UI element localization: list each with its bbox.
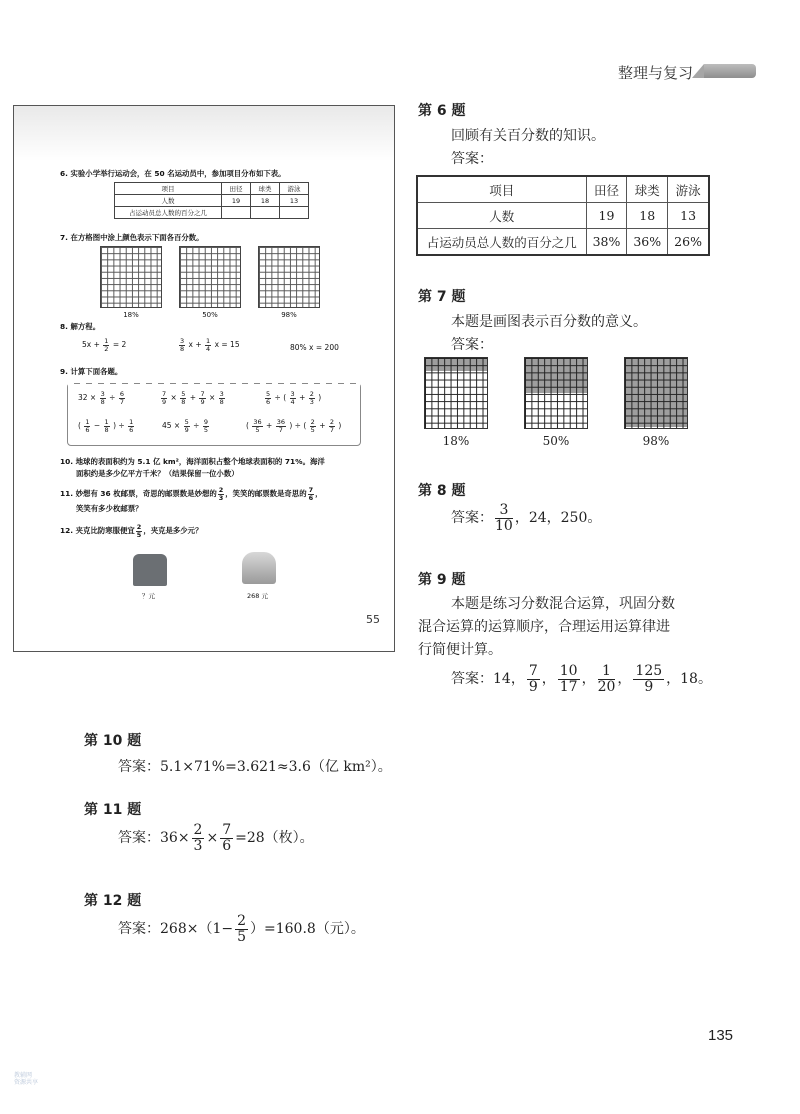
numerator: 1 — [104, 418, 109, 426]
book-question-6: 6. 实验小学举行运动会，在 50 名运动员中，参加项目分布如下表。 — [60, 169, 286, 178]
numerator: 36 — [253, 418, 262, 426]
eq-text: x + — [188, 340, 202, 349]
denominator: 5 — [310, 425, 315, 434]
fraction — [290, 391, 296, 405]
book-question-10-line1: 10. 地球的表面积约为 5.1 亿 km²，海洋面积占整个地球表面积的 71%。海洋 — [60, 457, 325, 466]
fraction — [276, 419, 286, 433]
eq-text: ÷ ( — [274, 393, 287, 402]
numerator: 9 — [203, 418, 208, 426]
answer-text: 14， — [493, 671, 525, 688]
fraction — [119, 391, 125, 405]
watermark — [14, 1072, 38, 1086]
answer-text: ）=160.8（元）。 — [250, 921, 365, 938]
numerator: 7 — [528, 663, 538, 679]
eq-text: + — [266, 421, 273, 430]
table-cell: 36% — [627, 229, 668, 256]
fraction — [184, 419, 190, 433]
eq-text: ( — [246, 421, 249, 430]
grid-label: 18% — [442, 434, 470, 448]
numerator: 1 — [104, 337, 109, 345]
book-equation-2 — [178, 338, 240, 352]
table-cell: 19 — [586, 203, 627, 229]
q-text: 11. 妙想有 36 枚邮票，奇思的邮票数是妙想的 — [60, 489, 217, 498]
denominator: 6 — [129, 425, 134, 434]
heading-q8: 第 8 题 — [418, 483, 466, 499]
book-cell — [222, 207, 251, 219]
numerator: 3 — [219, 390, 224, 398]
numerator: 3 — [290, 390, 295, 398]
denominator: 8 — [100, 397, 105, 406]
book-calc-6 — [246, 419, 341, 433]
eq-text: + — [189, 393, 197, 402]
heading-q9: 第 9 题 — [418, 572, 466, 588]
heading-q6: 第 6 题 — [418, 103, 466, 119]
table-cell: 占运动员总人数的百分之几 — [417, 229, 586, 256]
fraction — [329, 419, 335, 433]
answer-label: 答案： — [451, 151, 493, 167]
eq-text: × — [208, 393, 216, 402]
numerator: 2 — [136, 523, 142, 531]
denominator: 3 — [309, 397, 314, 406]
q9-text-line2: 混合运算的运算顺序，合理运用运算律进 — [418, 619, 670, 635]
denominator: 8 — [180, 344, 185, 353]
numerator: 6 — [119, 390, 124, 398]
fraction — [180, 391, 186, 405]
denominator: 2 — [104, 344, 109, 353]
book-cell: 19 — [222, 195, 251, 207]
fraction — [199, 391, 205, 405]
fraction — [100, 391, 106, 405]
table-row — [417, 229, 709, 256]
fraction — [128, 419, 134, 433]
eq-text: + — [319, 421, 326, 430]
denominator: 6 — [308, 493, 314, 502]
grid-lines — [525, 358, 587, 428]
fraction — [220, 823, 233, 853]
fraction — [136, 524, 143, 538]
comma: ， — [541, 671, 556, 688]
fraction — [598, 664, 616, 694]
denominator: 8 — [219, 397, 224, 406]
fraction — [265, 391, 271, 405]
answer-text: 答案：268×（1− — [118, 921, 234, 938]
book-question-8: 8. 解方程。 — [60, 322, 101, 331]
q-text: ，夹克是多少元？ — [143, 526, 203, 535]
table-cell: 38% — [586, 229, 627, 256]
table-cell: 人数 — [417, 203, 586, 229]
denominator: 6 — [85, 425, 90, 434]
q-text: ，笑笑的邮票数是奇思的 — [225, 489, 307, 498]
numerator: 1 — [598, 664, 616, 680]
winter-coat-illustration — [242, 552, 276, 584]
numerator: 36 — [276, 418, 285, 426]
eq-text: ) — [338, 421, 342, 430]
book-cell: 游泳 — [280, 183, 309, 195]
book-calc-4 — [78, 419, 135, 433]
book-blank-grid — [179, 246, 241, 308]
book-cell: 18 — [251, 195, 280, 207]
eq-text: ÷ — [109, 393, 116, 402]
q6-text: 回顾有关百分数的知识。 — [451, 128, 605, 144]
answer-label: 答案： — [451, 337, 493, 353]
answer-text: =28（枚）。 — [235, 830, 314, 847]
answer-label: 答案： — [451, 671, 493, 688]
numerator: 3 — [100, 390, 105, 398]
numerator: 7 — [162, 390, 167, 398]
table-cell: 项目 — [417, 176, 586, 203]
book-calc-5 — [162, 419, 210, 433]
book-cell: 项目 — [115, 183, 222, 195]
book-equation-1 — [82, 338, 126, 352]
book-equation-3: 80% x = 200 — [290, 343, 339, 352]
q-text: 12. 夹克比防寒服便宜 — [60, 526, 135, 535]
book-question-11-line2: 笑笑有多少枚邮票？ — [76, 504, 143, 513]
denominator: 4 — [206, 344, 211, 353]
table-row — [417, 203, 709, 229]
book-question-12 — [60, 524, 202, 538]
book-cell: 球类 — [251, 183, 280, 195]
book-table — [114, 182, 309, 219]
book-calc-3 — [264, 391, 321, 405]
book-grid-label: 50% — [202, 311, 218, 319]
percent-grid — [424, 357, 488, 429]
answer-text: ，24，250。 — [514, 510, 602, 527]
numerator: 1 — [206, 337, 211, 345]
fraction — [495, 503, 513, 533]
book-question-9: 9. 计算下面各题。 — [60, 367, 123, 376]
numerator: 125 — [635, 663, 663, 679]
denominator: 3 — [193, 837, 203, 854]
coat-price: 268 元 — [247, 592, 268, 600]
answer-label: 答案： — [451, 510, 493, 527]
denominator: 9 — [200, 397, 205, 406]
percent-grid — [624, 357, 688, 429]
grid-label: 50% — [542, 434, 570, 448]
watermark-line: 资源共享 — [14, 1079, 39, 1087]
chapter-tab-decoration — [704, 64, 756, 78]
eq-text: 5x + — [82, 340, 100, 349]
q9-text-line3: 行简便计算。 — [418, 642, 502, 658]
q-text: ， — [315, 489, 323, 498]
q9-text-line1: 本题是练习分数混合运算，巩固分数 — [451, 596, 675, 612]
numerator: 7 — [308, 486, 314, 494]
book-cell: 占运动员总人数的百分之几 — [115, 207, 222, 219]
denominator: 17 — [559, 678, 578, 695]
numerator: 5 — [184, 418, 189, 426]
fraction — [103, 338, 109, 352]
fraction — [309, 391, 315, 405]
heading-q10: 第 10 题 — [84, 733, 142, 749]
numerator: 2 — [309, 390, 314, 398]
numerator: 1 — [85, 418, 90, 426]
fraction — [104, 419, 110, 433]
eq-text: + — [299, 393, 306, 402]
book-table-header — [115, 183, 309, 195]
percent-grid — [524, 357, 588, 429]
numerator: 10 — [559, 663, 578, 679]
book-page-number: 55 — [366, 613, 380, 626]
table-cell: 26% — [668, 229, 709, 256]
table-cell: 球类 — [627, 176, 668, 203]
fraction — [192, 823, 205, 853]
answer-text: ，18。 — [666, 671, 712, 688]
fraction — [161, 391, 167, 405]
book-cell: 田径 — [222, 183, 251, 195]
heading-q12: 第 12 题 — [84, 893, 142, 909]
denominator: 9 — [644, 678, 654, 695]
answer-table-q6 — [416, 175, 710, 256]
book-cell — [280, 207, 309, 219]
fraction — [633, 664, 664, 694]
numerator: 2 — [329, 418, 335, 426]
jacket-price: ？元 — [142, 592, 155, 600]
comma: ， — [617, 671, 632, 688]
table-cell: 游泳 — [668, 176, 709, 203]
denominator: 7 — [119, 397, 124, 406]
table-cell: 18 — [627, 203, 668, 229]
denominator: 9 — [184, 425, 189, 434]
answer-text: × — [206, 830, 219, 847]
fraction — [84, 419, 90, 433]
book-grid-label: 98% — [281, 311, 297, 319]
heading-q11: 第 11 题 — [84, 802, 142, 818]
table-cell: 田径 — [586, 176, 627, 203]
book-question-7: 7. 在方格图中涂上颜色表示下面各百分数。 — [60, 233, 204, 242]
table-cell: 13 — [668, 203, 709, 229]
numerator: 2 — [193, 822, 203, 838]
book-cell: 人数 — [115, 195, 222, 207]
fraction — [205, 338, 211, 352]
denominator: 9 — [162, 397, 167, 406]
numerator: 2 — [237, 913, 247, 929]
eq-text: ) ÷ ( — [289, 421, 307, 430]
answer-q10: 答案：5.1×71%=3.621≈3.6（亿 km²）。 — [118, 759, 392, 775]
numerator: 7 — [222, 822, 232, 838]
eq-text: ) — [318, 393, 322, 402]
eq-text: ( — [78, 421, 81, 430]
denominator: 20 — [597, 678, 616, 695]
fraction — [310, 419, 316, 433]
eq-text: × — [170, 393, 177, 402]
numerator: 3 — [495, 503, 513, 519]
page-number: 135 — [708, 1027, 734, 1044]
numerator: 2 — [218, 486, 224, 494]
grid-lines — [425, 358, 487, 428]
book-blank-grid — [258, 246, 320, 308]
eq-text: ) ÷ — [113, 421, 125, 430]
eq-text: x = 15 — [214, 340, 240, 349]
answer-q9 — [451, 664, 712, 694]
fraction — [218, 487, 225, 501]
fraction — [308, 487, 315, 501]
denominator: 8 — [104, 425, 109, 434]
eq-text: = 2 — [112, 340, 127, 349]
fraction — [219, 391, 225, 405]
answer-q12 — [118, 914, 365, 944]
book-blank-grid — [100, 246, 162, 308]
denominator: 8 — [181, 397, 186, 406]
table-header — [417, 176, 709, 203]
book-question-10-line2: 面积约是多少亿平方千米？（结果保留一位小数） — [76, 469, 239, 478]
book-cell — [251, 207, 280, 219]
fraction — [558, 664, 580, 694]
denominator: 10 — [495, 517, 513, 534]
denominator: 7 — [278, 425, 283, 434]
answer-text: 答案：36× — [118, 830, 190, 847]
numerator: 1 — [129, 418, 134, 426]
heading-q7: 第 7 题 — [418, 289, 466, 305]
fraction — [252, 419, 262, 433]
grid-label: 98% — [642, 434, 670, 448]
book-calc-1 — [78, 391, 126, 405]
denominator: 6 — [266, 397, 271, 406]
eq-text: 45 × — [162, 421, 181, 430]
denominator: 5 — [237, 928, 247, 945]
fraction — [527, 664, 540, 694]
fraction — [235, 914, 248, 944]
denominator: 5 — [136, 530, 142, 539]
comma: ， — [581, 671, 596, 688]
denominator: 5 — [203, 425, 208, 434]
fraction — [203, 419, 209, 433]
denominator: 4 — [290, 397, 295, 406]
watermark-line: 教辅网 — [14, 1072, 33, 1079]
numerator: 3 — [180, 337, 185, 345]
chapter-title: 整理与复习 — [618, 64, 694, 82]
textbook-page-image — [13, 105, 395, 652]
numerator: 7 — [200, 390, 205, 398]
book-calc-2 — [160, 391, 226, 405]
denominator: 7 — [329, 425, 335, 434]
eq-text: ÷ — [193, 421, 200, 430]
q7-text: 本题是画图表示百分数的意义。 — [451, 314, 647, 330]
answer-q8 — [451, 503, 601, 533]
answer-q11 — [118, 823, 314, 853]
book-question-11 — [60, 487, 323, 501]
eq-text: 32 × — [78, 393, 97, 402]
denominator: 3 — [218, 493, 224, 502]
numerator: 5 — [181, 390, 186, 398]
book-grid-label: 18% — [123, 311, 139, 319]
fraction — [179, 338, 185, 352]
numerator: 5 — [266, 390, 271, 398]
book-table-row — [115, 207, 309, 219]
denominator: 9 — [528, 678, 538, 695]
denominator: 5 — [255, 425, 260, 434]
eq-text: − — [93, 421, 101, 430]
jacket-illustration — [133, 554, 167, 586]
book-table-row — [115, 195, 309, 207]
denominator: 6 — [222, 837, 232, 854]
grid-lines — [625, 358, 687, 428]
numerator: 2 — [310, 418, 315, 426]
book-cell: 13 — [280, 195, 309, 207]
